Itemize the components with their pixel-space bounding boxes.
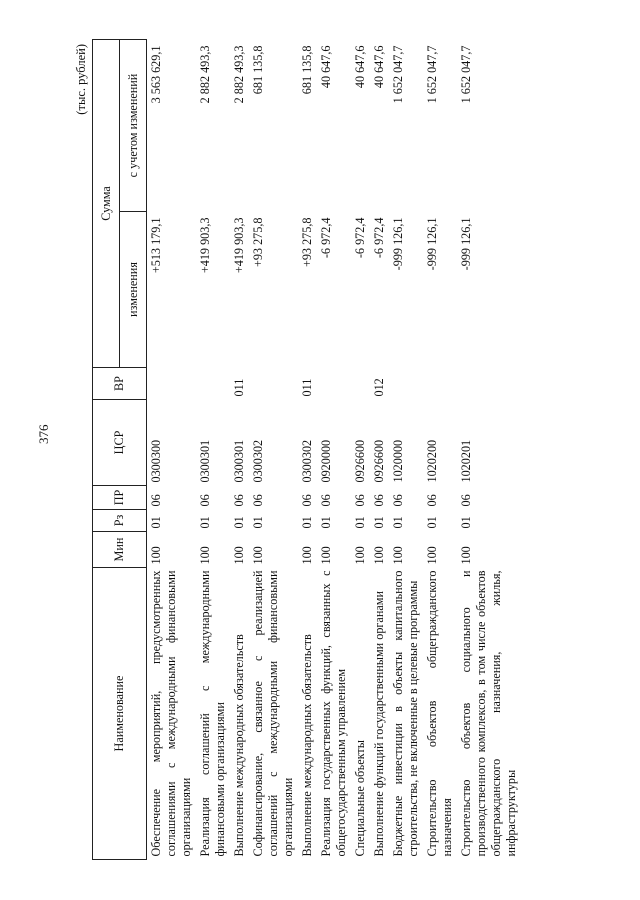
row-rz: 01 <box>149 516 163 529</box>
row-min: 100 <box>198 546 212 565</box>
header-csr: ЦСР <box>93 400 147 486</box>
row-vr <box>423 368 457 400</box>
row-vr <box>457 368 521 400</box>
row-csr: 0300302 <box>251 439 265 483</box>
table-row <box>423 39 457 859</box>
table-header <box>93 39 147 859</box>
row-min: 100 <box>300 546 314 565</box>
row-vr <box>249 368 298 400</box>
header-min: Мин <box>93 532 147 568</box>
row-csr: 0300301 <box>198 439 212 483</box>
header-sum: Сумма <box>93 39 120 367</box>
table-body <box>147 39 522 859</box>
table-row <box>147 39 197 859</box>
row-name: Выполнение функций государственными органами <box>372 590 386 857</box>
row-change: +419 903,3 <box>232 217 246 274</box>
header-vr: ВР <box>93 368 147 400</box>
table-row <box>196 39 230 859</box>
budget-table <box>92 39 521 860</box>
row-vr: 011 <box>300 378 314 397</box>
row-pr: 06 <box>391 494 405 507</box>
row-total: 681 135,8 <box>300 45 314 95</box>
row-rz: 01 <box>198 516 212 529</box>
header-changes: изменения <box>120 212 147 368</box>
row-pr: 06 <box>198 494 212 507</box>
row-pr: 06 <box>372 494 386 507</box>
row-min: 100 <box>149 546 163 565</box>
row-csr: 0300300 <box>149 439 163 483</box>
row-rz: 01 <box>459 516 473 529</box>
table-row <box>317 39 351 859</box>
row-total: 40 647,6 <box>353 45 367 89</box>
row-change: -6 972,4 <box>353 217 367 259</box>
row-csr: 0300302 <box>300 439 314 483</box>
row-pr: 06 <box>425 494 439 507</box>
row-vr: 011 <box>232 378 246 397</box>
row-csr: 1020000 <box>391 439 405 483</box>
table-row <box>249 39 298 859</box>
row-name: Реализация соглашений с международными финансовыми организациями <box>198 570 227 857</box>
row-name: Выполнение международных обязательств <box>300 634 314 857</box>
row-total: 681 135,8 <box>251 45 265 95</box>
row-change: -6 972,4 <box>372 217 386 259</box>
row-min: 100 <box>459 546 473 565</box>
row-vr <box>317 368 351 400</box>
row-csr: 0920000 <box>319 439 333 483</box>
table-row <box>298 39 317 859</box>
row-change: -999 126,1 <box>391 217 405 271</box>
row-change: +93 275,8 <box>251 217 265 268</box>
row-vr <box>351 368 370 400</box>
row-pr: 06 <box>149 494 163 507</box>
row-name: Строительство объектов общегражданского назначения <box>425 570 454 857</box>
table-row <box>457 39 521 859</box>
row-min: 100 <box>319 546 333 565</box>
row-name: Софинансирование, связанное с реализацией соглашений с международными финансовыми организациями <box>251 570 295 857</box>
row-min: 100 <box>251 546 265 565</box>
row-min: 100 <box>391 546 405 565</box>
row-name: Строительство объектов социального и производственного комплексов, в том числе объектов общегражданского назначения, жилья, инфраструктуры <box>459 570 518 857</box>
row-rz: 01 <box>391 516 405 529</box>
row-name: Бюджетные инвестиции в объекты капитального строительства, не включенные в целевые программы <box>391 570 420 857</box>
row-csr: 0926600 <box>353 439 367 483</box>
header-pr: ПР <box>93 486 147 510</box>
row-csr: 0300301 <box>232 439 246 483</box>
row-rz: 01 <box>300 516 314 529</box>
row-min: 100 <box>372 546 386 565</box>
row-change: +419 903,3 <box>198 217 212 274</box>
row-rz: 01 <box>232 516 246 529</box>
row-vr <box>196 368 230 400</box>
row-total: 2 882 493,3 <box>198 45 212 104</box>
row-change: +93 275,8 <box>300 217 314 268</box>
row-change: -999 126,1 <box>459 217 473 271</box>
row-pr: 06 <box>251 494 265 507</box>
row-total: 40 647,6 <box>319 45 333 89</box>
row-vr: 012 <box>372 378 386 397</box>
row-min: 100 <box>353 546 367 565</box>
row-rz: 01 <box>425 516 439 529</box>
row-csr: 1020200 <box>425 439 439 483</box>
row-pr: 06 <box>232 494 246 507</box>
table-row <box>370 39 389 859</box>
row-csr: 1020201 <box>459 439 473 483</box>
row-total: 40 647,6 <box>372 45 386 89</box>
row-change: +513 179,1 <box>149 217 163 274</box>
row-name: Выполнение международных обязательств <box>232 634 246 857</box>
row-min: 100 <box>232 546 246 565</box>
header-rz: Рз <box>93 510 147 532</box>
table-row <box>389 39 423 859</box>
row-min: 100 <box>425 546 439 565</box>
row-vr <box>389 368 423 400</box>
units-note: (тыс. рублей) <box>74 44 88 115</box>
row-rz: 01 <box>251 516 265 529</box>
row-total: 1 652 047,7 <box>425 45 439 104</box>
rotated-page <box>72 40 572 860</box>
header-name: Наименование <box>93 568 147 860</box>
row-pr: 06 <box>459 494 473 507</box>
row-name: Реализация государственных функций, связанных с общегосударственным управлением <box>319 570 348 857</box>
row-pr: 06 <box>300 494 314 507</box>
row-csr: 0926600 <box>372 439 386 483</box>
row-name: Обеспечение мероприятий, предусмотренных соглашениями с международными финансовыми организациями <box>149 570 193 857</box>
row-pr: 06 <box>353 494 367 507</box>
table-row <box>230 39 249 859</box>
row-total: 1 652 047,7 <box>391 45 405 104</box>
row-change: -6 972,4 <box>319 217 333 259</box>
table-row <box>351 39 370 859</box>
row-vr <box>147 368 197 400</box>
row-name: Специальные объекты <box>353 740 367 857</box>
page-number: 376 <box>36 424 51 444</box>
row-pr: 06 <box>319 494 333 507</box>
row-total: 1 652 047,7 <box>459 45 473 104</box>
row-rz: 01 <box>319 516 333 529</box>
row-total: 2 882 493,3 <box>232 45 246 104</box>
row-change: -999 126,1 <box>425 217 439 271</box>
row-total: 3 563 629,1 <box>149 45 163 104</box>
header-with-changes: с учетом изменений <box>120 39 147 211</box>
row-rz: 01 <box>353 516 367 529</box>
row-rz: 01 <box>372 516 386 529</box>
